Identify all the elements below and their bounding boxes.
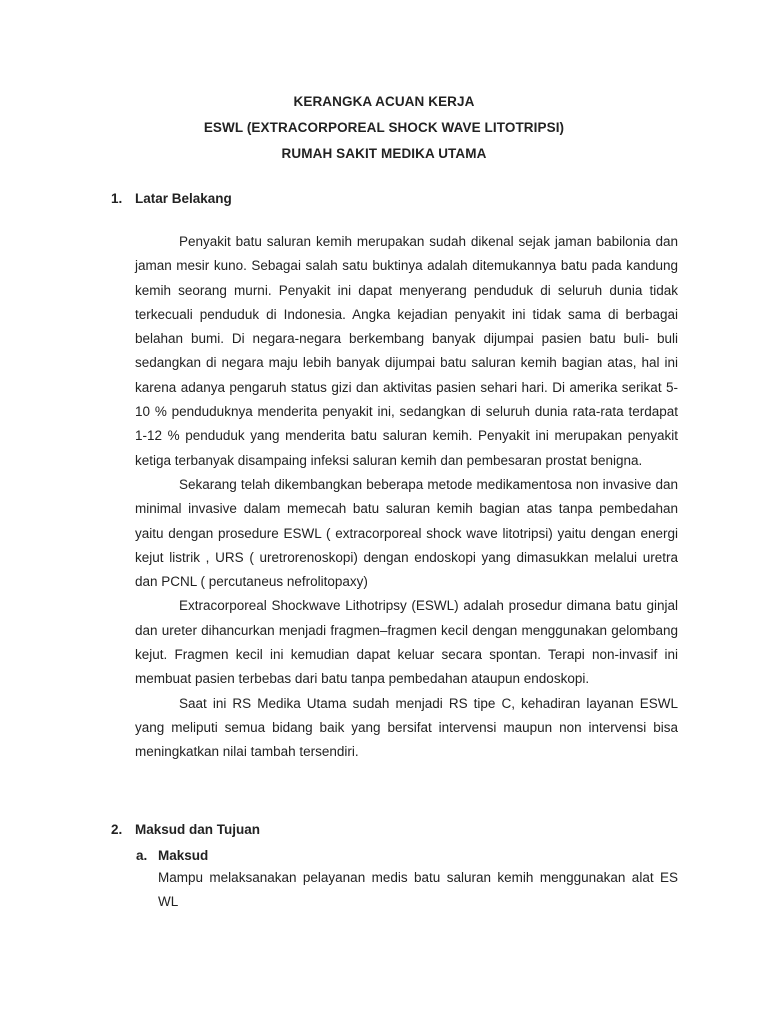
title-line-1: KERANGKA ACUAN KERJA [293, 94, 475, 109]
paragraph-2: Sekarang telah dikembangkan beberapa metode medikamentosa non invasive dan minimal invasive dalam memecah batu saluran kemih bagian atas tanpa pembedahan yaitu dengan prosedure ESWL ( extracorporeal shock wave litotripsi) yaitu dengan energi kejut listrik , URS ( uretrorenoskopi) dengan endoskopi yang dimasukkan melalui uretra dan PCNL ( percutaneus nefrolitopaxy) [135, 476, 678, 590]
title-line-2: ESWL (EXTRACORPOREAL SHOCK WAVE LITOTRIPSI) [203, 120, 565, 135]
document-title [0, 89, 768, 167]
section-1-number: 1. [111, 191, 123, 206]
section-1-body [135, 230, 678, 765]
subsection-a-number: a. [136, 848, 148, 863]
section-1-heading [111, 189, 232, 209]
subsection-a-text: Mampu melaksanakan pelayanan medis batu saluran kemih menggunakan alat ES WL [158, 870, 678, 910]
paragraph-3: Extracorporeal Shockwave Lithotripsy (ESWL) adalah prosedur dimana batu ginjal dan ureter dihancurkan menjadi fragmen–fragmen kecil dengan menggunakan gelombang kejut. Fragmen kecil ini kemudian dapat keluar secara spontan. Terapi non-invasif ini membuat pasien terbebas dari batu tanpa pembedahan ataupun endoskopi. [135, 598, 678, 687]
section-1-title: Latar Belakang [135, 191, 232, 206]
subsection-a-title: Maksud [158, 848, 209, 863]
paragraph-1: Penyakit batu saluran kemih merupakan sudah dikenal sejak jaman babilonia dan jaman mesir kuno. Sebagai salah satu buktinya adalah ditemukannya batu pada kandung kemih seorang murni. Penyakit ini dapat menyerang penduduk di seluruh dunia tidak terkecuali penduduk di Indonesia. Angka kejadian penyakit ini tidak sama di berbagai belahan bumi. Di negara-negara berkembang banyak dijumpai pasien batu buli- buli sedangkan di negara maju lebih banyak dijumpai batu saluran kemih bagian atas, hal ini karena adanya pengaruh status gizi dan aktivitas pasien sehari hari. Di amerika serikat 5- 10 % penduduknya menderita penyakit ini, sedangkan di seluruh dunia rata-rata terdapat 1-12 % penduduk yang menderita batu saluran kemih. Penyakit ini merupakan penyakit ketiga terbanyak disampaing infeksi saluran kemih dan pembesaran prostat benigna. [135, 234, 678, 468]
section-2-number: 2. [111, 822, 123, 837]
paragraph-4: Saat ini RS Medika Utama sudah menjadi RS tipe C, kehadiran layanan ESWL yang meliputi semua bidang baik yang bersifat intervensi maupun non intervensi bisa meningkatkan nilai tambah tersendiri. [135, 695, 678, 760]
section-2-title: Maksud dan Tujuan [135, 822, 261, 837]
title-line-3: RUMAH SAKIT MEDIKA UTAMA [281, 146, 487, 161]
subsection-a-heading [136, 846, 208, 866]
section-2-heading [111, 820, 260, 840]
